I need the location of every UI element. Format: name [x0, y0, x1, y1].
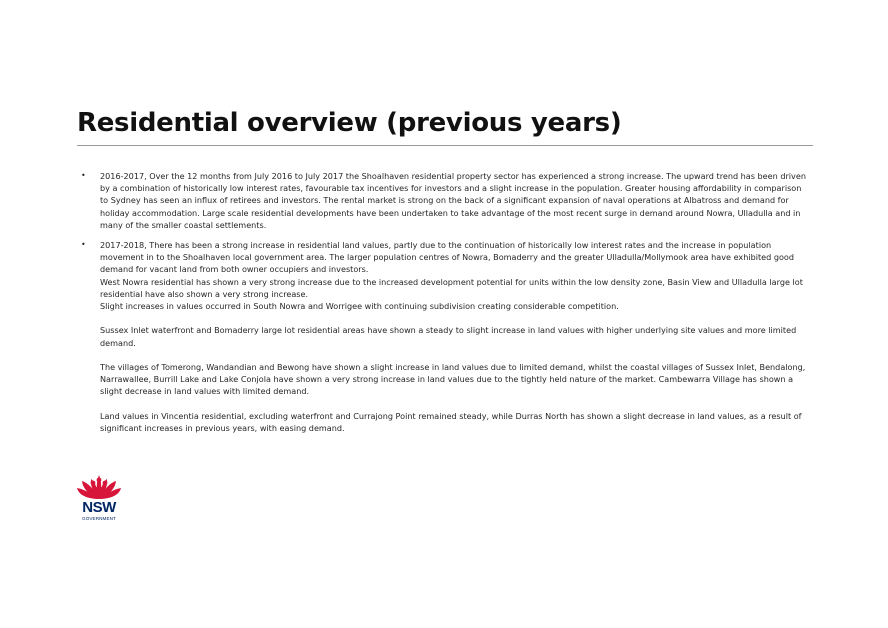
- paragraph-villages: The villages of Tomerong, Wandandian and Bewong have shown a slight increase in land values due to limited demand, whilst the coastal villages of Sussex Inlet, Bendalong, Narrawallee, Burrill Lake and Lake Conjola have shown a very strong increase in land values due to the tightly held nature of the market. Cambewarra Village has shown a slight decrease in land values with limited demand.: [100, 362, 806, 397]
- waratah-flower-icon: [73, 474, 125, 502]
- page-title: Residential overview (previous years): [77, 108, 622, 138]
- paragraph-2016-2017: 2016-2017, Over the 12 months from July 2016 to July 2017 the Shoalhaven residential property sector has experienced a strong increase. The upward trend has been driven by a combination of historically low interest rates, favourable tax incentives for investors and a slight increase in the population. Greater housing affordability in comparison to Sydney has seen an influx of retirees and investors. The rental market is strong on the back of a significant expansion of naval operations at Albatross and demand for holiday accommodation. Large scale residential developments have been undertaken to take advantage of the most recent surge in demand around Nowra, Ulladulla and in many of the smaller coastal settlements.: [100, 171, 806, 230]
- bullet-item-2017-2018: [77, 239, 807, 434]
- paragraph-vincentia: Land values in Vincentia residential, excluding waterfront and Currajong Point remained steady, while Durras North has shown a slight decrease in land values, as a result of significant increases in previous years, with easing demand.: [100, 410, 802, 434]
- bullet-item-2016-2017: [77, 170, 807, 231]
- bullet-marker: •: [81, 240, 86, 250]
- paragraph-sussex-inlet: Sussex Inlet waterfront and Bomaderry large lot residential areas have shown a steady to slight increase in land values with higher underlying site values and more limited demand.: [100, 325, 797, 348]
- logo-subtext: GOVERNMENT: [82, 516, 116, 521]
- bullet-list: [77, 170, 807, 442]
- logo-wordmark: NSW: [82, 499, 116, 516]
- paragraph-south-nowra: Slight increases in values occurred in South Nowra and Worrigee with continuing subdivision creating considerable competition.: [100, 301, 619, 312]
- paragraph-west-nowra: West Nowra residential has shown a very strong increase due to the increased development potential for units within the low density zone, Basin View and Ulladulla large lot residential have also shown a very strong increase.: [100, 276, 803, 299]
- paragraph-2017-2018-intro: 2017-2018, There has been a strong increase in residential land values, partly due to the continuation of historically low interest rates and the increase in population movement in to the Shoalhaven local government area. The larger population centres of Nowra, Bomaderry and the greater Ulladulla/Mollymook area have exhibited good demand for vacant land from both owner occupiers and investors.: [100, 240, 795, 275]
- title-divider: [77, 145, 813, 146]
- bullet-marker: •: [81, 171, 86, 180]
- nsw-government-logo: [73, 474, 125, 526]
